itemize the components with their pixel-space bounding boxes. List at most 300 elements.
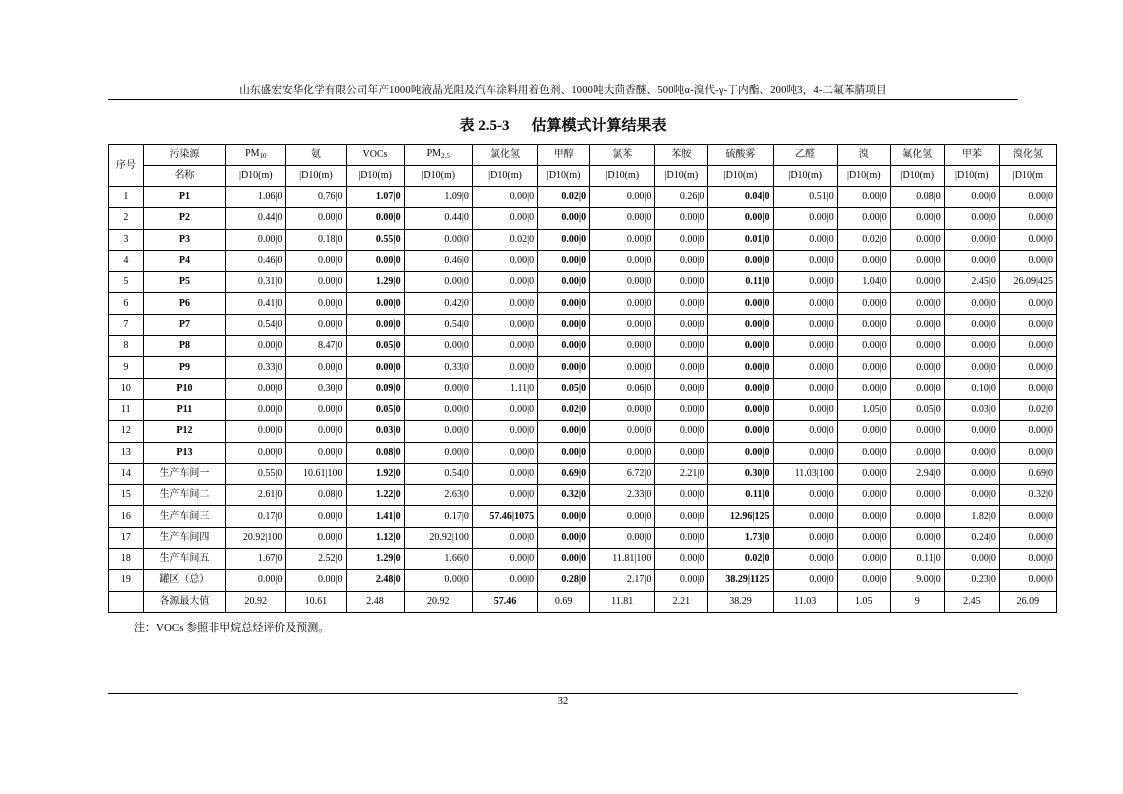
row-value: 0.26|0 (655, 187, 708, 208)
pollutant-name: 苯胺 (671, 149, 692, 160)
row-value: 0.00|0 (944, 357, 999, 378)
row-value: 0.51|0 (773, 187, 837, 208)
row-value: 0.00|0 (773, 272, 837, 293)
row-seq: 17 (109, 527, 144, 548)
row-value: 2.21 (655, 591, 708, 612)
pollutant-name: 甲苯 (961, 149, 982, 160)
row-value: 0.32|0 (538, 485, 590, 506)
header-seq: 序号 (109, 145, 144, 187)
row-value: 0.00|0 (999, 549, 1056, 570)
row-value: 0.54|0 (404, 314, 472, 335)
table-row (109, 421, 1057, 442)
row-value: 0.00|0 (708, 336, 773, 357)
header-pollutant (655, 145, 708, 166)
row-value: 0.00|0 (944, 485, 999, 506)
header-pollutant (538, 145, 590, 166)
row-value: 1.29|0 (346, 272, 404, 293)
table-row (109, 463, 1057, 484)
row-value: 0.00|0 (226, 378, 286, 399)
row-source-name: P5 (143, 272, 226, 293)
row-value: 0.00|0 (655, 421, 708, 442)
pollutant-subscript: 10 (259, 152, 267, 160)
footer-rule (108, 693, 1018, 694)
row-value: 0.00|0 (944, 336, 999, 357)
row-value: 0.00|0 (655, 229, 708, 250)
row-value: 2.48|0 (346, 570, 404, 591)
row-value: 0.00|0 (837, 187, 890, 208)
row-value: 11.81 (590, 591, 655, 612)
row-value: 1.92|0 (346, 463, 404, 484)
row-source-name: P4 (143, 250, 226, 271)
row-value: 0.00|0 (538, 421, 590, 442)
row-value: 0.00|0 (773, 506, 837, 527)
row-value: 0.00|0 (472, 485, 537, 506)
row-value: 57.46|1075 (472, 506, 537, 527)
row-value: 2.63|0 (404, 485, 472, 506)
row-value: 20.92|100 (404, 527, 472, 548)
row-value: 0.00|0 (773, 421, 837, 442)
row-value: 0.55|0 (226, 463, 286, 484)
row-value: 0.00|0 (346, 250, 404, 271)
row-value: 0.18|0 (286, 229, 346, 250)
row-value: 0.00|0 (655, 208, 708, 229)
row-value: 0.00|0 (590, 250, 655, 271)
table-row (109, 336, 1057, 357)
row-value: 0.00|0 (226, 570, 286, 591)
row-value: 0.00|0 (286, 357, 346, 378)
row-value: 0.00|0 (590, 208, 655, 229)
table-row (109, 187, 1057, 208)
row-value: 2.52|0 (286, 549, 346, 570)
row-value: 0.00|0 (655, 442, 708, 463)
row-value: 0.31|0 (226, 272, 286, 293)
header-source-name-2: 名称 (143, 166, 226, 187)
row-value: 0.11|0 (708, 485, 773, 506)
row-value: 0.00|0 (286, 442, 346, 463)
row-value: 0.00|0 (472, 421, 537, 442)
row-value: 0.00|0 (773, 314, 837, 335)
row-value: 1.11|0 (472, 378, 537, 399)
row-seq: 2 (109, 208, 144, 229)
row-value: 1.67|0 (226, 549, 286, 570)
row-value: 0.54|0 (404, 463, 472, 484)
row-value: 0.00|0 (944, 229, 999, 250)
row-value: 0.54|0 (226, 314, 286, 335)
row-value: 0.00|0 (538, 229, 590, 250)
row-value: 0.00|0 (226, 336, 286, 357)
row-value: 0.00|0 (590, 336, 655, 357)
row-value: 0.11|0 (890, 549, 944, 570)
table-title-text: 估算模式计算结果表 (531, 118, 667, 134)
row-value: 0.00|0 (286, 272, 346, 293)
header-unit: |D10(m) (944, 166, 999, 187)
estimation-results-table (108, 144, 1057, 613)
pollutant-name: 氯苯 (612, 149, 633, 160)
table-row (109, 314, 1057, 335)
row-value: 0.33|0 (404, 357, 472, 378)
row-value: 0.00|0 (837, 250, 890, 271)
row-value: 0.00|0 (837, 549, 890, 570)
row-value: 0.00|0 (472, 187, 537, 208)
row-value: 9.00|0 (890, 570, 944, 591)
header-pollutant (472, 145, 537, 166)
row-value: 0.00|0 (538, 208, 590, 229)
pollutant-name: 乙醛 (795, 149, 816, 160)
row-value: 0.00|0 (837, 293, 890, 314)
row-value: 0.00|0 (286, 527, 346, 548)
row-value: 0.00|0 (590, 527, 655, 548)
row-value: 0.00|0 (999, 421, 1056, 442)
row-value: 0.00|0 (944, 293, 999, 314)
pollutant-name: 溴化氢 (1012, 149, 1043, 160)
row-value: 0.00|0 (472, 208, 537, 229)
row-value: 0.00|0 (538, 549, 590, 570)
row-value: 0.00|0 (944, 442, 999, 463)
row-value: 0.03|0 (944, 399, 999, 420)
table-row (109, 250, 1057, 271)
row-value: 0.00|0 (999, 187, 1056, 208)
row-value: 2.48 (346, 591, 404, 612)
table-row (109, 208, 1057, 229)
row-value: 6.72|0 (590, 463, 655, 484)
row-source-name: 生产车间五 (143, 549, 226, 570)
row-value: 2.17|0 (590, 570, 655, 591)
row-value: 0.00|0 (890, 293, 944, 314)
row-value: 0.00|0 (472, 399, 537, 420)
row-value: 0.00|0 (404, 442, 472, 463)
row-value: 0.00|0 (773, 527, 837, 548)
row-value: 0.00|0 (404, 229, 472, 250)
row-source-name: 各源最大值 (143, 591, 226, 612)
row-value: 0.00|0 (999, 336, 1056, 357)
row-value: 20.92 (226, 591, 286, 612)
row-value: 0.00|0 (999, 250, 1056, 271)
row-value: 0.00|0 (226, 442, 286, 463)
row-value: 0.00|0 (472, 357, 537, 378)
row-value: 0.00|0 (773, 570, 837, 591)
row-value: 0.00|0 (708, 399, 773, 420)
row-source-name: 生产车间一 (143, 463, 226, 484)
row-value: 1.41|0 (346, 506, 404, 527)
row-value: 0.00|0 (999, 378, 1056, 399)
row-value: 0.10|0 (944, 378, 999, 399)
row-value: 0.00|0 (773, 357, 837, 378)
row-value: 0.00|0 (890, 378, 944, 399)
row-value: 0.00|0 (538, 272, 590, 293)
row-value: 0.02|0 (472, 229, 537, 250)
row-value: 0.00|0 (286, 250, 346, 271)
row-value: 0.00|0 (404, 336, 472, 357)
row-value: 0.00|0 (999, 527, 1056, 548)
row-value: 0.00|0 (944, 463, 999, 484)
row-seq: 11 (109, 399, 144, 420)
row-value: 0.00|0 (226, 399, 286, 420)
header-pollutant (404, 145, 472, 166)
row-value: 20.92 (404, 591, 472, 612)
row-value: 0.28|0 (538, 570, 590, 591)
row-value: 2.45|0 (944, 272, 999, 293)
row-seq: 6 (109, 293, 144, 314)
row-value: 1.29|0 (346, 549, 404, 570)
row-value: 0.02|0 (999, 399, 1056, 420)
row-source-name: P8 (143, 336, 226, 357)
header-rule (108, 99, 1018, 100)
row-value: 0.00|0 (472, 463, 537, 484)
row-value: 0.00|0 (538, 442, 590, 463)
row-value: 0.00|0 (590, 293, 655, 314)
row-value: 1.06|0 (226, 187, 286, 208)
row-value: 0.03|0 (346, 421, 404, 442)
row-value: 0.00|0 (708, 250, 773, 271)
row-source-name: 生产车间二 (143, 485, 226, 506)
header-unit: |D10(m) (708, 166, 773, 187)
table-title (108, 114, 1018, 135)
header-unit: |D10(m) (890, 166, 944, 187)
table-row (109, 229, 1057, 250)
row-value: 0.46|0 (226, 250, 286, 271)
row-value: 0.30|0 (286, 378, 346, 399)
row-value: 0.00|0 (404, 378, 472, 399)
row-value: 0.00|0 (999, 506, 1056, 527)
row-value: 0.00|0 (226, 229, 286, 250)
table-row (109, 570, 1057, 591)
header-pollutant (346, 145, 404, 166)
row-value: 0.00|0 (999, 229, 1056, 250)
header-pollutant (944, 145, 999, 166)
row-value: 0.69|0 (538, 463, 590, 484)
row-value: 11.03 (773, 591, 837, 612)
row-value: 0.41|0 (226, 293, 286, 314)
row-value: 0.00|0 (286, 314, 346, 335)
table-row (109, 549, 1057, 570)
row-seq: 4 (109, 250, 144, 271)
row-value: 0.42|0 (404, 293, 472, 314)
row-value: 0.00|0 (837, 506, 890, 527)
header-unit: |D10(m) (286, 166, 346, 187)
row-value: 0.00|0 (655, 527, 708, 548)
row-value: 10.61 (286, 591, 346, 612)
row-value: 1.66|0 (404, 549, 472, 570)
row-value: 26.09 (999, 591, 1056, 612)
row-value: 0.00|0 (655, 485, 708, 506)
header-source-name: 污染源 (143, 145, 226, 166)
row-value: 0.00|0 (708, 378, 773, 399)
row-value: 0.00|0 (837, 463, 890, 484)
row-value: 0.00|0 (944, 250, 999, 271)
row-value: 0.33|0 (226, 357, 286, 378)
row-seq: 18 (109, 549, 144, 570)
row-value: 0.00|0 (472, 336, 537, 357)
row-value: 0.02|0 (538, 399, 590, 420)
row-value: 0.00|0 (590, 229, 655, 250)
row-value: 0.00|0 (773, 442, 837, 463)
row-value: 0.00|0 (538, 506, 590, 527)
row-value: 0.00|0 (404, 570, 472, 591)
document-header: 山东盛宏安华化学有限公司年产1000吨液晶光阻及汽车涂料用着色剂、1000吨大茴香醚、500吨α-溴代-γ-丁内酯、200吨3，4-二氟苯腈项目 (239, 85, 887, 96)
row-value: 0.00|0 (346, 208, 404, 229)
table-header (109, 145, 1057, 187)
row-source-name: P1 (143, 187, 226, 208)
row-value: 0.00|0 (590, 357, 655, 378)
header-pollutant (226, 145, 286, 166)
header-unit: |D10(m) (346, 166, 404, 187)
row-value: 0.76|0 (286, 187, 346, 208)
row-value: 0.00|0 (890, 208, 944, 229)
pollutant-name: PM (245, 148, 260, 159)
row-value: 57.46 (472, 591, 537, 612)
row-value: 2.33|0 (590, 485, 655, 506)
row-value: 0.00|0 (286, 506, 346, 527)
row-value: 11.81|100 (590, 549, 655, 570)
row-value: 0.00|0 (944, 187, 999, 208)
row-value: 0.00|0 (404, 421, 472, 442)
row-source-name: P2 (143, 208, 226, 229)
row-value: 0.05|0 (346, 399, 404, 420)
row-source-name: P13 (143, 442, 226, 463)
row-value: 0.00|0 (708, 208, 773, 229)
table-row (109, 506, 1057, 527)
row-value: 0.00|0 (890, 272, 944, 293)
row-value: 0.00|0 (773, 399, 837, 420)
row-value: 1.05 (837, 591, 890, 612)
row-value: 0.00|0 (472, 293, 537, 314)
row-value: 0.02|0 (538, 187, 590, 208)
row-value: 0.00|0 (226, 421, 286, 442)
row-seq: 5 (109, 272, 144, 293)
pollutant-name: 氯化氢 (489, 149, 520, 160)
row-value: 0.00|0 (472, 442, 537, 463)
row-value: 26.09|425 (999, 272, 1056, 293)
row-value: 0.00|0 (708, 314, 773, 335)
row-value: 0.00|0 (890, 485, 944, 506)
row-value: 0.00|0 (708, 293, 773, 314)
row-value: 0.00|0 (837, 485, 890, 506)
row-value: 0.00|0 (837, 527, 890, 548)
row-value: 0.00|0 (590, 506, 655, 527)
pollutant-name: 甲醇 (553, 149, 574, 160)
row-value: 0.00|0 (999, 442, 1056, 463)
pollutant-name: 溴 (858, 149, 869, 160)
row-seq: 8 (109, 336, 144, 357)
row-value: 0.00|0 (655, 549, 708, 570)
row-value: 0.00|0 (890, 421, 944, 442)
row-value: 0.55|0 (346, 229, 404, 250)
row-value: 0.32|0 (999, 485, 1056, 506)
row-source-name: P9 (143, 357, 226, 378)
header-unit: |D10(m) (472, 166, 537, 187)
row-value: 0.06|0 (590, 378, 655, 399)
row-value: 0.00|0 (890, 357, 944, 378)
row-value: 0.00|0 (538, 250, 590, 271)
row-value: 0.00|0 (999, 570, 1056, 591)
header-unit: |D10(m) (404, 166, 472, 187)
row-value: 0.69|0 (999, 463, 1056, 484)
pollutant-name: VOCs (362, 149, 388, 160)
row-value: 0.69 (538, 591, 590, 612)
row-value: 12.96|125 (708, 506, 773, 527)
row-value: 0.44|0 (226, 208, 286, 229)
row-value: 0.00|0 (538, 336, 590, 357)
row-value: 0.00|0 (655, 399, 708, 420)
pollutant-subscript: 2.5 (441, 152, 450, 160)
row-value: 0.00|0 (538, 314, 590, 335)
row-seq (109, 591, 144, 612)
row-value: 0.00|0 (655, 293, 708, 314)
pollutant-name: PM (426, 148, 442, 159)
row-value: 0.23|0 (944, 570, 999, 591)
row-value: 0.09|0 (346, 378, 404, 399)
row-value: 0.46|0 (404, 250, 472, 271)
row-value: 0.00|0 (773, 336, 837, 357)
row-value: 0.00|0 (944, 314, 999, 335)
pollutant-name: 氟化氢 (902, 149, 933, 160)
row-value: 0.00|0 (655, 250, 708, 271)
row-source-name: 生产车间四 (143, 527, 226, 548)
row-value: 0.00|0 (837, 442, 890, 463)
row-value: 0.30|0 (708, 463, 773, 484)
row-value: 0.44|0 (404, 208, 472, 229)
table-row (109, 293, 1057, 314)
row-value: 0.00|0 (773, 250, 837, 271)
row-value: 0.00|0 (890, 527, 944, 548)
row-value: 0.00|0 (890, 314, 944, 335)
row-value: 0.00|0 (472, 314, 537, 335)
row-value: 0.00|0 (655, 336, 708, 357)
row-value: 0.00|0 (708, 442, 773, 463)
row-value: 0.05|0 (346, 336, 404, 357)
row-value: 0.00|0 (773, 378, 837, 399)
row-value: 0.00|0 (590, 272, 655, 293)
row-value: 0.08|0 (286, 485, 346, 506)
row-seq: 12 (109, 421, 144, 442)
row-value: 1.04|0 (837, 272, 890, 293)
row-source-name: P7 (143, 314, 226, 335)
header-unit: |D10(m) (837, 166, 890, 187)
row-value: 0.00|0 (890, 229, 944, 250)
row-value: 0.00|0 (590, 421, 655, 442)
header-unit: |D10(m) (538, 166, 590, 187)
row-value: 1.73|0 (708, 527, 773, 548)
row-value: 0.00|0 (837, 421, 890, 442)
row-value: 0.00|0 (655, 357, 708, 378)
row-value: 0.00|0 (472, 527, 537, 548)
row-source-name: P11 (143, 399, 226, 420)
row-value: 2.21|0 (655, 463, 708, 484)
table-row (109, 591, 1057, 612)
row-value: 0.05|0 (538, 378, 590, 399)
header-pollutant (837, 145, 890, 166)
row-value: 8.47|0 (286, 336, 346, 357)
row-value: 0.00|0 (286, 208, 346, 229)
row-value: 0.00|0 (890, 506, 944, 527)
table-note: 注：VOCs 参照非甲烷总烃评价及预测。 (134, 622, 330, 634)
row-value: 38.29|1125 (708, 570, 773, 591)
row-seq: 16 (109, 506, 144, 527)
row-seq: 7 (109, 314, 144, 335)
row-value: 0.00|0 (404, 399, 472, 420)
row-source-name: 罐区（总） (143, 570, 226, 591)
row-value: 0.00|0 (944, 549, 999, 570)
row-value: 0.00|0 (773, 485, 837, 506)
row-value: 0.17|0 (226, 506, 286, 527)
row-value: 20.92|100 (226, 527, 286, 548)
row-value: 1.09|0 (404, 187, 472, 208)
row-value: 0.24|0 (944, 527, 999, 548)
table-number: 表 2.5-3 (459, 118, 510, 134)
table-row (109, 357, 1057, 378)
row-value: 0.00|0 (404, 272, 472, 293)
header-pollutant (286, 145, 346, 166)
